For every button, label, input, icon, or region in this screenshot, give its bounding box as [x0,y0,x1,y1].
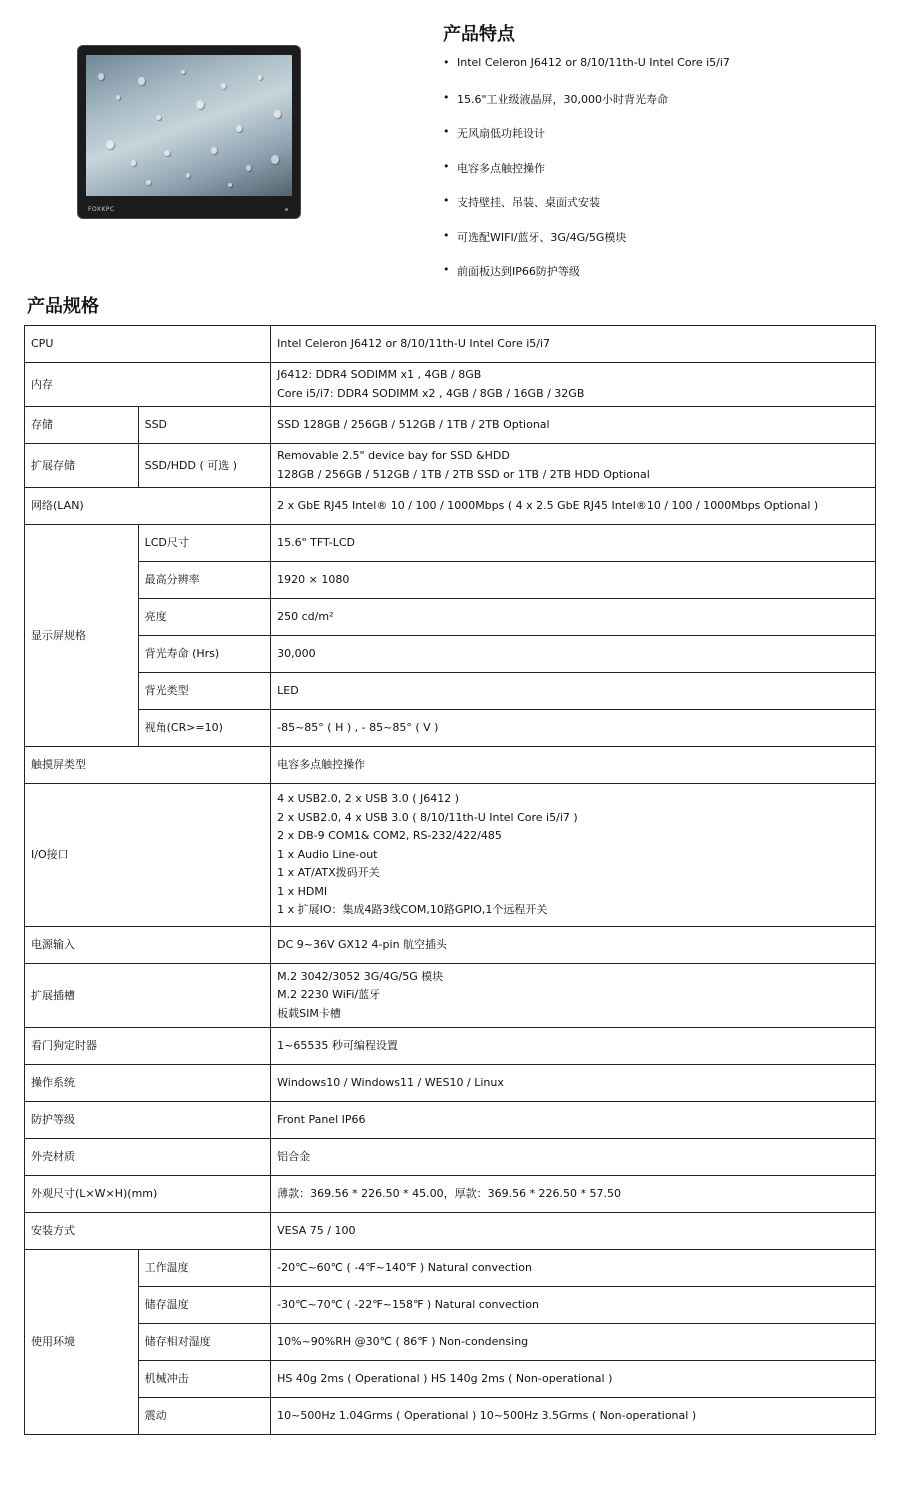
table-row [25,1028,876,1065]
spec-sublabel: 工作温度 [138,1250,271,1287]
spec-label: 操作系统 [25,1065,271,1102]
table-row [25,1065,876,1102]
spec-value: 1~65535 秒可编程设置 [271,1028,876,1065]
spec-value: 4 x USB2.0, 2 x USB 3.0 ( J6412 ) 2 x USB2.0, 4 x USB 3.0 ( 8/10/11th-U Intel Core i5/i7 ) 2 x DB-9 COM1& COM2, RS-232/422/485 1 x Audio Line-out 1 x AT/ATX拨码开关 1 x HDMI 1 x 扩展IO：集成4路3线COM,10路GPIO,1个远程开关 [271,784,876,927]
spec-label: I/O接口 [25,784,271,927]
feature-item: • 15.6"工业级液晶屏，30,000小时背光寿命 [443,90,669,106]
screen-raindrops-image [86,55,292,196]
spec-label: 扩展插槽 [25,964,271,1028]
spec-sublabel: 视角(CR>=10) [138,710,271,747]
features-title: 产品特点 [443,24,515,45]
table-row [25,1398,876,1435]
spec-label: 扩展存储 [25,444,139,488]
bullet-icon: • [443,56,450,69]
feature-item: • Intel Celeron J6412 or 8/10/11th-U Intel Core i5/i7 [443,56,730,69]
feature-item: • 可选配WIFI/蓝牙、3G/4G/5G模块 [443,228,627,244]
product-image [78,46,300,218]
spec-label: 防护等级 [25,1102,271,1139]
table-row [25,1250,876,1287]
spec-label: 网络(LAN) [25,488,271,525]
bullet-icon: • [443,263,450,276]
spec-title: 产品规格 [27,296,99,317]
table-row [25,525,876,562]
feature-item: • 前面板达到IP66防护等级 [443,263,580,278]
spec-sublabel: SSD/HDD ( 可选 ) [138,444,271,488]
spec-label: 外观尺寸(L×W×H)(mm) [25,1176,271,1213]
spec-value: DC 9~36V GX12 4-pin 航空插头 [271,927,876,964]
spec-value: J6412: DDR4 SODIMM x1 , 4GB / 8GB Core i5/i7: DDR4 SODIMM x2 , 4GB / 8GB / 16GB / 32GB [271,363,876,407]
spec-sublabel: 亮度 [138,599,271,636]
spec-value: 10%~90%RH @30℃ ( 86℉ ) Non-condensing [271,1324,876,1361]
spec-value: M.2 3042/3052 3G/4G/5G 模块 M.2 2230 WiFi/蓝牙 板载SIM卡槽 [271,964,876,1028]
spec-value: Windows10 / Windows11 / WES10 / Linux [271,1065,876,1102]
table-row [25,964,876,1028]
table-row [25,407,876,444]
feature-item: • 支持壁挂、吊装、桌面式安装 [443,194,600,209]
spec-label: 存储 [25,407,139,444]
spec-value: 铝合金 [271,1139,876,1176]
table-row [25,1176,876,1213]
table-row [25,636,876,673]
spec-sublabel: 最高分辨率 [138,562,271,599]
spec-label: 外壳材质 [25,1139,271,1176]
table-row [25,363,876,407]
spec-sublabel: 储存相对湿度 [138,1324,271,1361]
spec-label: 看门狗定时器 [25,1028,271,1065]
bullet-icon: • [443,194,450,207]
table-row [25,1361,876,1398]
table-row [25,444,876,488]
spec-value: -20℃~60℃ ( -4℉~140℉ ) Natural convection [271,1250,876,1287]
spec-value: -85~85° ( H ) , - 85~85° ( V ) [271,710,876,747]
spec-sublabel: 背光类型 [138,673,271,710]
spec-label: 电源输入 [25,927,271,964]
spec-label: 触摸屏类型 [25,747,271,784]
spec-sublabel: SSD [138,407,271,444]
brand-logo: FOXKPC [88,206,115,213]
feature-item: • 电容多点触控操作 [443,159,545,175]
spec-value: 薄款：369.56 * 226.50 * 45.00，厚款：369.56 * 226.50 * 57.50 [271,1176,876,1213]
power-indicator [285,208,288,211]
spec-sublabel: 背光寿命 (Hrs) [138,636,271,673]
spec-value: 30,000 [271,636,876,673]
table-row [25,599,876,636]
table-row [25,710,876,747]
spec-value: 15.6" TFT-LCD [271,525,876,562]
spec-value: 1920 × 1080 [271,562,876,599]
spec-value: 250 cd/m² [271,599,876,636]
spec-value: -30℃~70℃ ( -22℉~158℉ ) Natural convection [271,1287,876,1324]
spec-label: CPU [25,326,271,363]
spec-table [24,325,876,1435]
spec-value: 10~500Hz 1.04Grms ( Operational ) 10~500Hz 3.5Grms ( Non-operational ) [271,1398,876,1435]
bullet-icon: • [443,125,450,138]
spec-value: 电容多点触控操作 [271,747,876,784]
table-row [25,1287,876,1324]
table-row [25,488,876,525]
spec-value: VESA 75 / 100 [271,1213,876,1250]
table-row [25,747,876,784]
spec-sublabel: LCD尺寸 [138,525,271,562]
table-row [25,1324,876,1361]
feature-item: • 无风扇低功耗设计 [443,125,545,140]
bullet-icon: • [443,228,450,242]
spec-value: Intel Celeron J6412 or 8/10/11th-U Intel Core i5/i7 [271,326,876,363]
spec-value: SSD 128GB / 256GB / 512GB / 1TB / 2TB Optional [271,407,876,444]
table-row [25,927,876,964]
spec-label: 显示屏规格 [25,525,139,747]
table-row [25,1102,876,1139]
spec-label: 使用环境 [25,1250,139,1435]
table-row [25,673,876,710]
table-row [25,784,876,927]
spec-sublabel: 机械冲击 [138,1361,271,1398]
spec-label: 安装方式 [25,1213,271,1250]
table-row [25,1213,876,1250]
spec-sublabel: 震动 [138,1398,271,1435]
spec-value: HS 40g 2ms ( Operational ) HS 140g 2ms ( Non-operational ) [271,1361,876,1398]
table-row [25,562,876,599]
table-row [25,326,876,363]
spec-label: 内存 [25,363,271,407]
table-row [25,1139,876,1176]
spec-value: LED [271,673,876,710]
spec-value: 2 x GbE RJ45 Intel® 10 / 100 / 1000Mbps ( 4 x 2.5 GbE RJ45 Intel®10 / 100 / 1000Mbps Optional ) [271,488,876,525]
bullet-icon: • [443,90,450,104]
spec-sublabel: 储存温度 [138,1287,271,1324]
bullet-icon: • [443,159,450,173]
spec-value: Removable 2.5" device bay for SSD &HDD 128GB / 256GB / 512GB / 1TB / 2TB SSD or 1TB / 2TB HDD Optional [271,444,876,488]
features-list [443,56,730,298]
spec-value: Front Panel IP66 [271,1102,876,1139]
